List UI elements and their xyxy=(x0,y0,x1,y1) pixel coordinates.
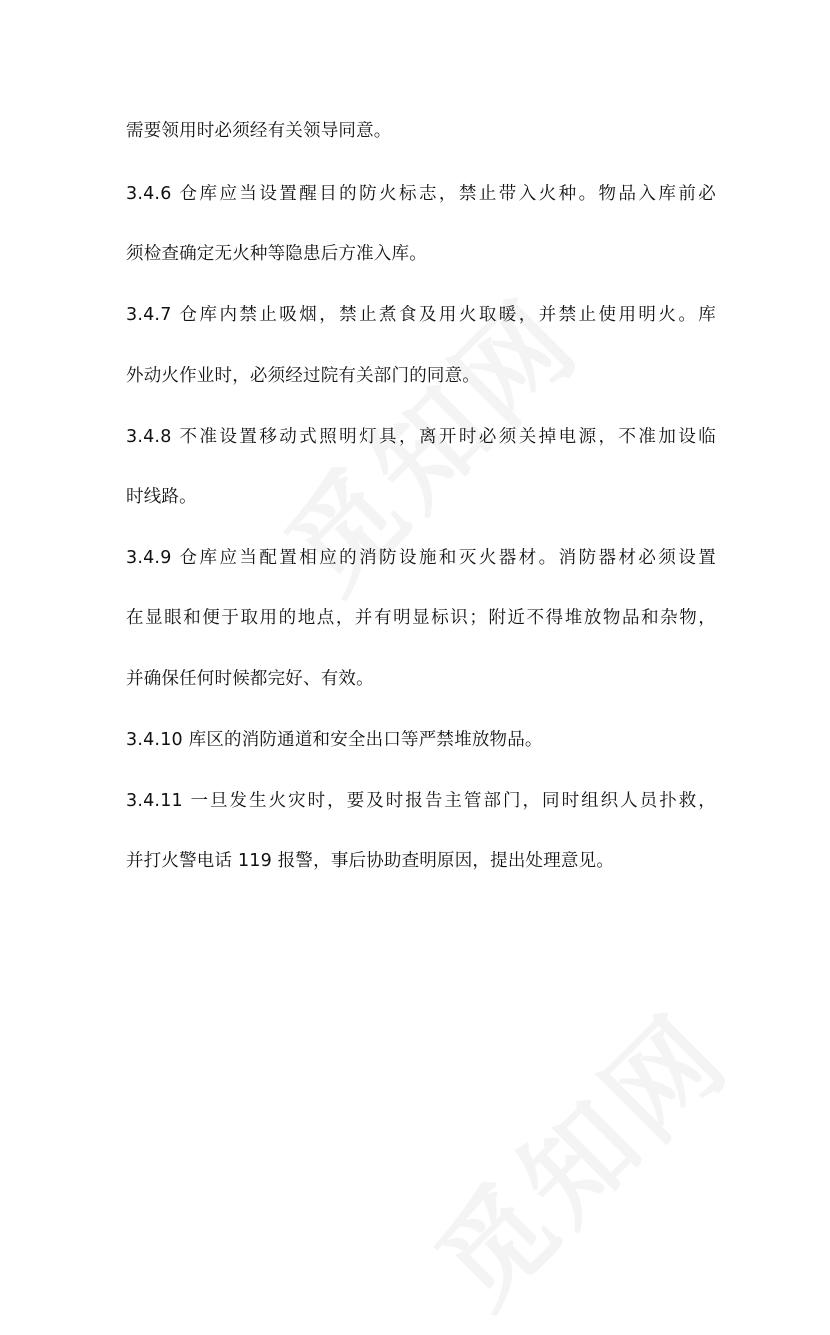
paragraph-line: 3.4.8 不准设置移动式照明灯具，离开时必须关掉电源，不准加设临 xyxy=(126,427,716,447)
paragraph-line: 外动火作业时，必须经过院有关部门的同意。 xyxy=(126,366,480,386)
paragraph-line: 3.4.9 仓库应当配置相应的消防设施和灭火器材。消防器材必须设置 xyxy=(126,548,716,568)
paragraph-line: 3.4.11 一旦发生火灾时，要及时报告主管部门，同时组织人员扑救， xyxy=(126,791,716,811)
paragraph-line: 需要领用时必须经有关领导同意。 xyxy=(126,121,392,141)
paragraph-line: 须检查确定无火种等隐患后方准入库。 xyxy=(126,244,427,264)
paragraph-line: 时线路。 xyxy=(126,487,197,507)
paragraph-line: 并确保任何时候都完好、有效。 xyxy=(126,669,374,689)
watermark xyxy=(396,973,758,1335)
paragraph-line: 并打火警电话 119 报警，事后协助查明原因，提出处理意见。 xyxy=(126,851,615,871)
paragraph-line: 3.4.10 库区的消防通道和安全出口等严禁堆放物品。 xyxy=(126,730,543,750)
paragraph-line: 在显眼和便于取用的地点，并有明显标识；附近不得堆放物品和杂物， xyxy=(126,608,716,628)
paragraph-line: 3.4.6 仓库应当设置醒目的防火标志，禁止带入火种。物品入库前必 xyxy=(126,184,716,204)
paragraph-line: 3.4.7 仓库内禁止吸烟，禁止煮食及用火取暖，并禁止使用明火。库 xyxy=(126,305,716,325)
